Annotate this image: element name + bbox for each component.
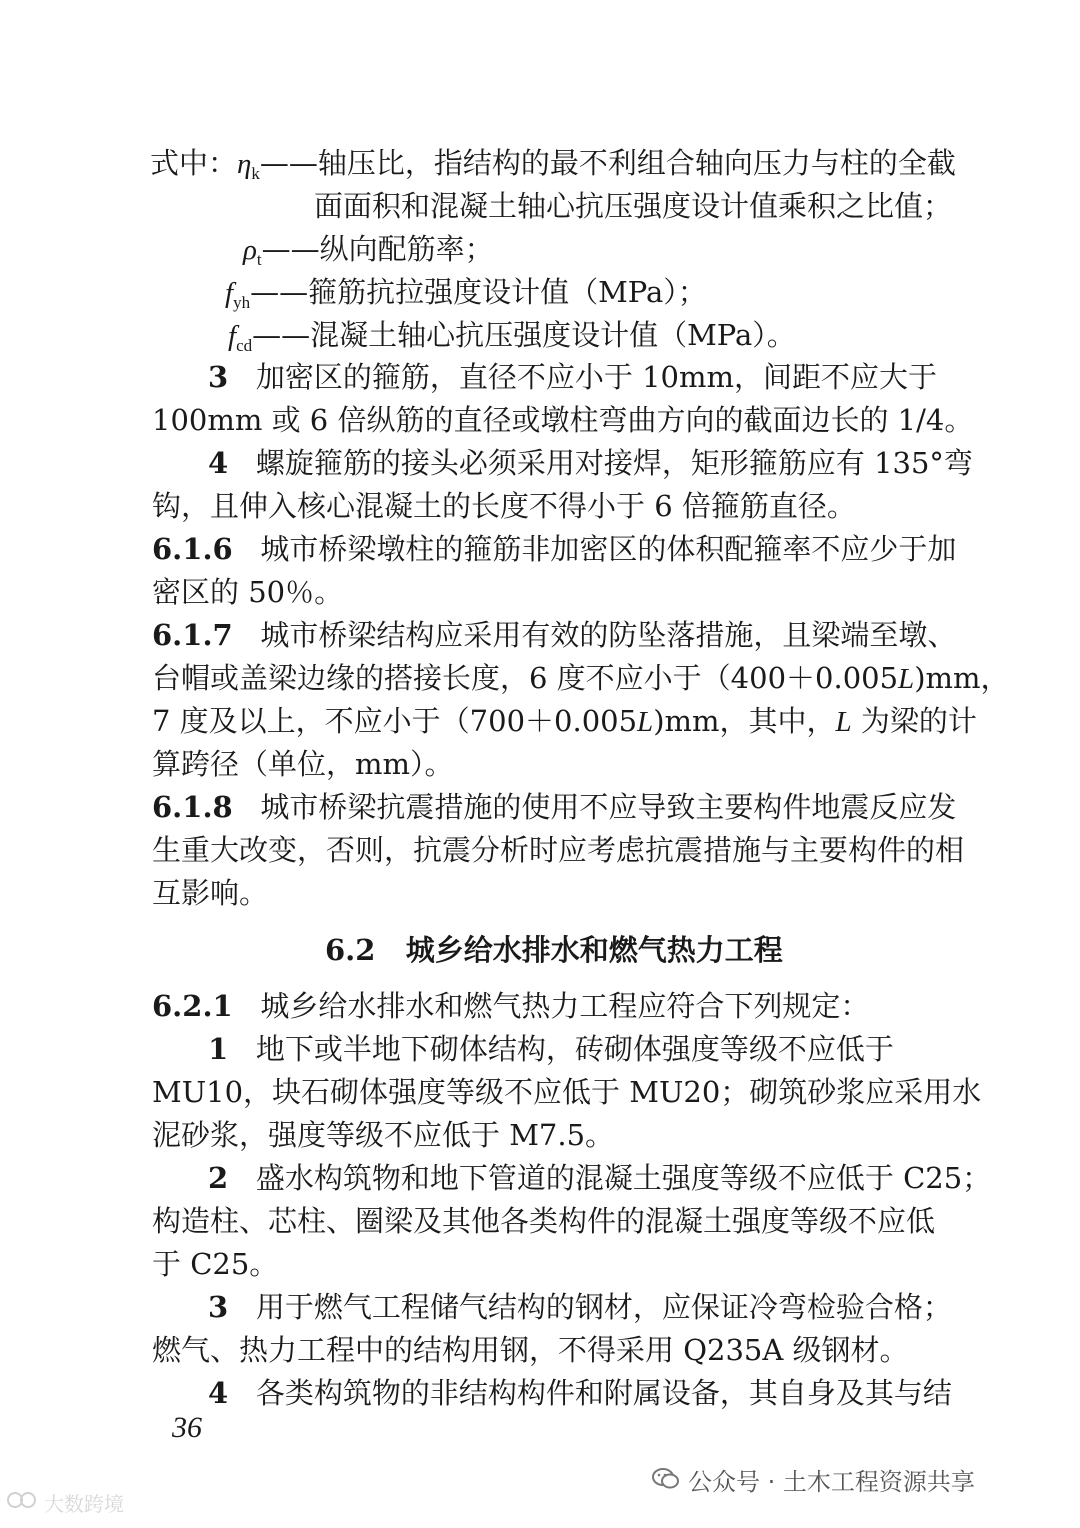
symbol-fyh: $f_{yh}$	[225, 277, 251, 312]
clause-6-1-6-line-2: 密区的 50％。	[152, 575, 344, 609]
clause-6-2-1-item-4-line-1: 4 各类构筑物的非结构构件和附属设备，其自身及其与结	[208, 1376, 952, 1410]
clause-number: 6.1.6	[152, 532, 233, 566]
definition-fyh: $f_{yh}——$箍筋抗拉强度设计值（MPa）；	[225, 275, 707, 312]
clause-number: 6.1.8	[152, 790, 233, 824]
clause-6-2-1-item-1-line-2: MU10，块石砌体强度等级不应低于 MU20；砌筑砂浆应采用水	[152, 1075, 982, 1109]
clause-number: 6.2.1	[152, 989, 233, 1023]
definition-eta-line-2: 面面积和混凝土轴心抗压强度设计值乘积之比值；	[314, 189, 953, 223]
clause-number: 6.1.7	[152, 618, 233, 652]
item-3-line-2: 100mm 或 6 倍纵筋的直径或墩柱弯曲方向的截面边长的 1/4。	[152, 403, 974, 437]
watermark: 公众号 · 土木工程资源共享	[652, 1461, 975, 1497]
page-number: 36	[172, 1411, 202, 1444]
definition-fcd: $f_{cd}——$混凝土轴心抗压强度设计值（MPa）。	[228, 318, 796, 355]
clause-6-1-7-line-3: 7 度及以上，不应小于（700＋0.005L)mm，其中，L 为梁的计	[152, 704, 977, 738]
clause-6-2-1-intro: 6.2.1 城乡给水排水和燃气热力工程应符合下列规定：	[152, 989, 870, 1023]
definition-eta-line-1: 式中：$\eta_k——$轴压比，指结构的最不利组合轴向压力与柱的全截	[150, 146, 956, 183]
clause-6-2-1-item-1-line-1: 1 地下或半地下砌体结构，砖砌体强度等级不应低于	[208, 1032, 894, 1066]
clause-6-2-1-item-2-line-3: 于 C25。	[152, 1247, 279, 1281]
clause-6-2-1-item-3-line-2: 燃气、热力工程中的结构用钢，不得采用 Q235A 级钢材。	[152, 1333, 909, 1367]
clause-6-2-1-item-2-line-1: 2 盛水构筑物和地下管道的混凝土强度等级不应低于 C25；	[208, 1161, 992, 1195]
section-heading-6-2: 6.2 城乡给水排水和燃气热力工程	[325, 933, 783, 967]
symbol-fcd: $f_{cd}$	[228, 320, 253, 355]
item-4-line-2: 钩，且伸入核心混凝土的长度不得小于 6 倍箍筋直径。	[152, 489, 856, 523]
wechat-icon	[652, 1467, 680, 1491]
clause-6-1-8-line-2: 生重大改变，否则，抗震分析时应考虑抗震措施与主要构件的相	[152, 833, 965, 867]
item-4-line-1: 4 螺旋箍筋的接头必须采用对接焊，矩形箍筋应有 135°弯	[208, 446, 973, 480]
definition-rho: $\rho_t——$纵向配筋率；	[243, 232, 494, 269]
item-3-line-1: 3 加密区的箍筋，直径不应小于 10mm，间距不应大于	[208, 360, 937, 394]
clause-6-2-1-item-1-line-3: 泥砂浆，强度等级不应低于 M7.5。	[152, 1118, 615, 1152]
symbol-eta: $\eta_k$	[237, 148, 260, 183]
clause-6-1-7-line-1: 6.1.7 城市桥梁结构应采用有效的防坠落措施，且梁端至墩、	[152, 618, 957, 652]
logo-icon	[6, 1489, 40, 1516]
bottom-left-watermark: 大数跨境	[6, 1488, 124, 1517]
clause-6-2-1-item-3-line-1: 3 用于燃气工程储气结构的钢材，应保证冷弯检验合格；	[208, 1290, 952, 1324]
clause-6-1-8-line-3: 互影响。	[152, 876, 269, 910]
clause-6-2-1-item-2-line-2: 构造柱、芯柱、圈梁及其他各类构件的混凝土强度等级不应低	[152, 1204, 936, 1238]
clause-6-1-8-line-1: 6.1.8 城市桥梁抗震措施的使用不应导致主要构件地震反应发	[152, 790, 957, 824]
clause-6-1-7-line-4: 算跨径（单位，mm）。	[152, 747, 454, 781]
symbol-rho: $\rho_t$	[243, 234, 262, 269]
clause-6-1-7-line-2: 台帽或盖梁边缘的搭接长度，6 度不应小于（400＋0.005L)mm，	[152, 661, 1010, 695]
clause-6-1-6-line-1: 6.1.6 城市桥梁墩柱的箍筋非加密区的体积配箍率不应少于加	[152, 532, 957, 566]
